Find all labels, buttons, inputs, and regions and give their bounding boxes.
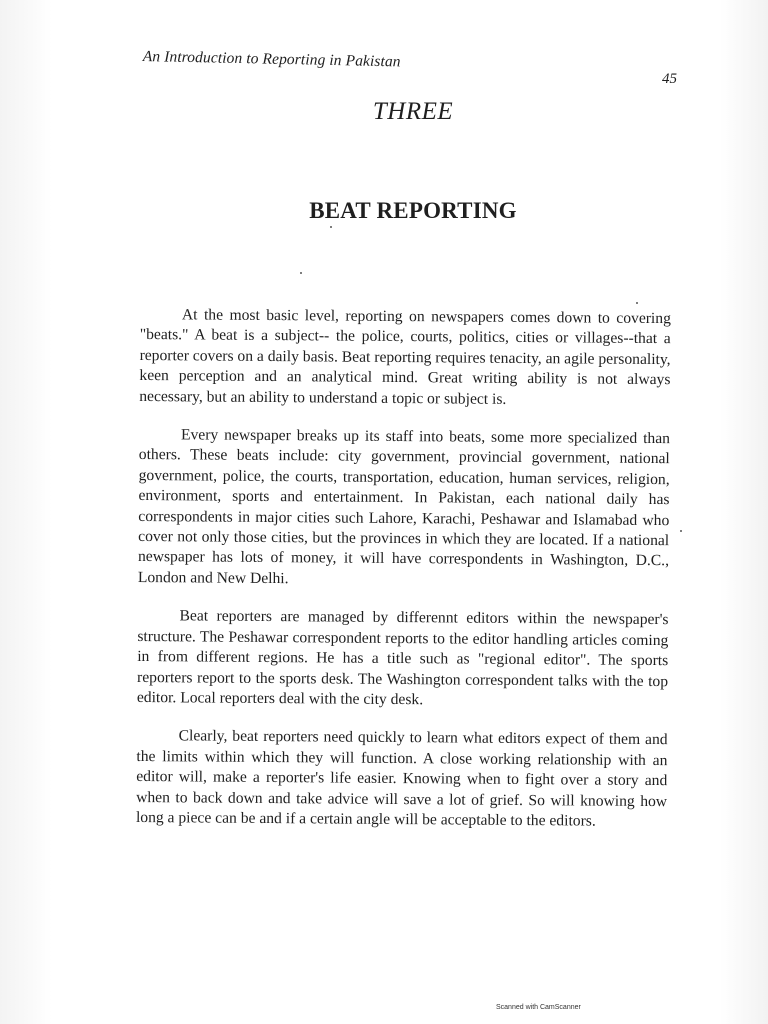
scan-speck bbox=[636, 302, 638, 304]
scanner-watermark: Scanned with CamScanner bbox=[496, 1004, 581, 1011]
scan-speck bbox=[300, 272, 302, 274]
chapter-number: THREE bbox=[372, 98, 454, 125]
chapter-title: BEAT REPORTING bbox=[309, 198, 517, 223]
running-head: An Introduction to Reporting in Pakistan bbox=[142, 48, 401, 71]
scan-speck bbox=[330, 226, 332, 228]
scan-shadow-left bbox=[0, 0, 52, 1024]
paragraph-2: Every newspaper breaks up its staff into beats, some more specialized than others. These beats include: city government, provincial government, national government, police, the courts, transportation, education, human services, religion, environment, sports and entertainment. In Pakistan, each national daily has correspondents in major cities such Lahore, Karachi, Peshawar and Islamabad who cover not only those cities, but the provinces in which they are located. If a national newspaper has lots of money, it will have correspondents in Washington, D.C., London and New Delhi. bbox=[137, 426, 671, 588]
body-text bbox=[136, 305, 671, 832]
page-number: 45 bbox=[662, 71, 677, 87]
paragraph-1: At the most basic level, reporting on newspapers comes down to covering "beats." A beat is a subject-- the police, courts, politics, cities or villages--that a reporter covers on a daily basis. Beat reporting requires tenacity, an agile personality, keen perception and an analytical mind. Great writing ability is not always necessary, but an ability to understand a topic or subject is. bbox=[139, 306, 671, 408]
paragraph-3: Beat reporters are managed by differennt editors within the newspaper's structure. The Peshawar correspondent reports to the editor handling articles coming in from different regions. He has a title such as "regional editor". The sports reporters report to the sports desk. The Washington correspondent talks with the top editor. Local reporters deal with the city desk. bbox=[136, 607, 669, 709]
paragraph-4: Clearly, beat reporters need quickly to learn what editors expect of them and the limits within which they will function. A close working relationship with an editor will, make a reporter's life easier. Knowing when to fight over a story and when to back down and take advice will save a lot of grief. So will knowing how long a piece can be and if a certain angle will be acceptable to the editors. bbox=[135, 727, 668, 830]
scan-speck bbox=[680, 530, 682, 532]
scan-shadow-right bbox=[720, 0, 768, 1024]
